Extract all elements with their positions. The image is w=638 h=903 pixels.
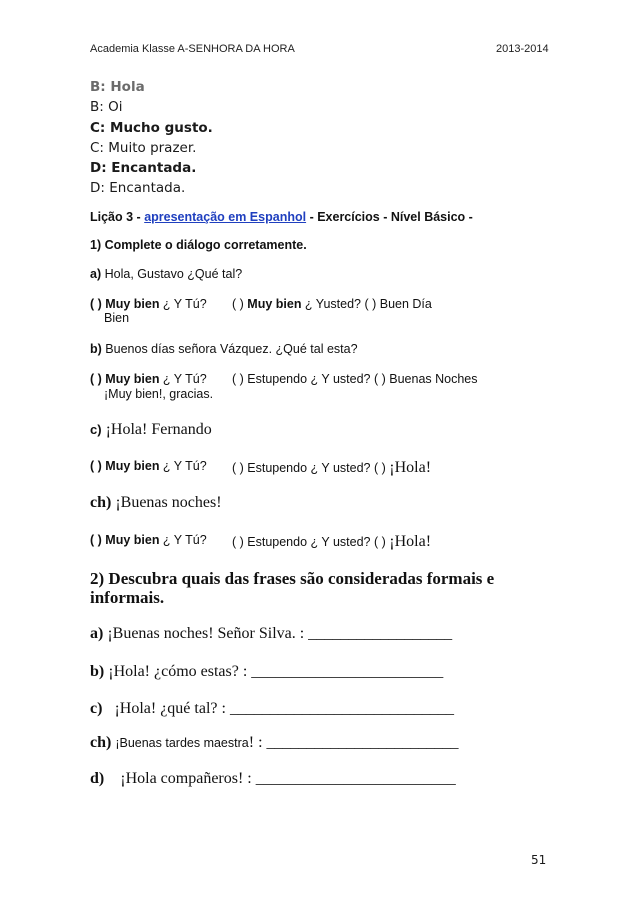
ex2-item-ch: [90, 734, 459, 752]
dialog-line-6: D: Encantada.: [90, 180, 186, 196]
lesson-suffix: - Exercícios - Nível Básico -: [309, 210, 473, 224]
ex1-a-option-1-box[interactable]: ( ): [90, 297, 106, 311]
ex2-item-c-text: ¡Hola! ¿qué tal? : ____________________________: [106, 700, 454, 717]
ex1-ch-option-1-strong: Muy bien: [105, 533, 160, 547]
header-left: Academia Klasse A-SENHORA DA HORA: [90, 43, 295, 55]
ex1-a-option-2: [232, 297, 432, 311]
ex1-a-question: [90, 267, 242, 281]
ex1-a-option-2-box[interactable]: ( ): [232, 297, 248, 311]
ex2-item-b-text: ¡Hola! ¿cómo estas? : ________________________: [108, 663, 444, 680]
dialog-line-3: C: Mucho gusto.: [90, 120, 213, 136]
lesson-link[interactable]: apresentação em Espanhol: [144, 210, 307, 224]
ex1-b-text: Buenos días señora Vázquez. ¿Qué tal esta?: [105, 342, 358, 356]
ex1-a-label: a): [90, 267, 102, 281]
ex2-item-ch-label: ch): [90, 734, 112, 751]
ex2-item-d-text: ¡Hola compañeros! : _________________________: [108, 770, 456, 787]
ex1-ch-option-3: ¡Hola!: [389, 533, 432, 550]
ex2-item-a-text: ¡Buenas noches! Señor Silva. : __________________: [107, 625, 453, 642]
ex1-c-label: c): [90, 422, 102, 437]
page-number: 51: [531, 853, 547, 867]
ex2-item-a: [90, 625, 452, 643]
ex2-item-a-label: a): [90, 625, 104, 642]
ex1-ch-option-1: [90, 533, 207, 547]
ex1-b-option-1-box[interactable]: ( ): [90, 372, 106, 386]
ex2-item-d-label: d): [90, 770, 105, 787]
ex2-title-line-1: 2) Descubra quais das frases são consideradas formais e: [90, 569, 495, 588]
ex1-b-option-2: ( ) Estupendo ¿ Y usted? ( ) Buenas Noches: [232, 372, 478, 386]
ex2-item-d: [90, 770, 456, 788]
ex2-item-b: [90, 663, 443, 681]
ex1-b-option-1-strong: Muy bien: [105, 372, 160, 386]
dialog-line-4: C: Muito prazer.: [90, 140, 197, 156]
ex1-a-text: Hola, Gustavo ¿Qué tal?: [104, 267, 243, 281]
ex1-a-option-1: [90, 297, 207, 311]
ex1-b-question: [90, 342, 358, 356]
ex2-item-c-label: c): [90, 700, 103, 717]
ex1-ch-option-2: [232, 533, 431, 551]
ex1-a-option-1-strong: Muy bien: [105, 297, 160, 311]
ex1-c-option-2: [232, 459, 431, 477]
ex1-ch-question: [90, 494, 222, 512]
ex1-c-option-3: ¡Hola!: [389, 459, 432, 476]
ex1-ch-option-1-rest: ¿ Y Tú?: [159, 533, 207, 547]
ex1-c-option-2-text: ( ) Estupendo ¿ Y usted? ( ): [232, 461, 390, 475]
ex2-item-ch-text: ¡Buenas tardes maestra: [115, 736, 249, 750]
dialog-line-2: B: Oi: [90, 99, 123, 115]
dialog-line-5: D: Encantada.: [90, 160, 197, 176]
header-right: 2013-2014: [496, 43, 549, 55]
lesson-title: [90, 210, 473, 224]
ex1-ch-text: ¡Buenas noches!: [115, 494, 222, 511]
ex1-c-option-1-rest: ¿ Y Tú?: [159, 459, 207, 473]
ex1-a-option-2-strong: Muy bien: [247, 297, 302, 311]
ex1-c-text: ¡Hola! Fernando: [105, 421, 212, 438]
ex1-b-option-1: [90, 372, 207, 386]
ex1-title: 1) Complete o diálogo corretamente.: [90, 238, 307, 252]
ex1-b-label: b): [90, 342, 102, 356]
ex2-item-ch-blank: ! : ________________________: [248, 734, 459, 751]
ex1-a-option-2-rest: ¿ Yusted? ( ) Buen Día: [301, 297, 432, 311]
dialog-line-1: B: Hola: [90, 79, 145, 95]
ex1-c-option-1-strong: Muy bien: [105, 459, 160, 473]
ex2-item-b-label: b): [90, 663, 105, 680]
ex1-b-option-1-rest: ¿ Y Tú?: [159, 372, 207, 386]
ex2-title-line-2: informais.: [90, 588, 165, 607]
lesson-prefix: Lição 3 -: [90, 210, 141, 224]
ex1-a-option-1-rest: ¿ Y Tú?: [159, 297, 207, 311]
ex1-a-cont: Bien: [104, 311, 130, 325]
ex1-ch-label: ch): [90, 494, 112, 511]
ex1-c-option-1: [90, 459, 207, 473]
ex1-c-option-1-box[interactable]: ( ): [90, 459, 106, 473]
ex1-c-question: [90, 421, 212, 439]
ex2-item-c: [90, 700, 454, 718]
ex1-ch-option-1-box[interactable]: ( ): [90, 533, 106, 547]
ex1-b-cont: ¡Muy bien!, gracias.: [104, 387, 214, 401]
ex1-ch-option-2-text: ( ) Estupendo ¿ Y usted? ( ): [232, 535, 390, 549]
